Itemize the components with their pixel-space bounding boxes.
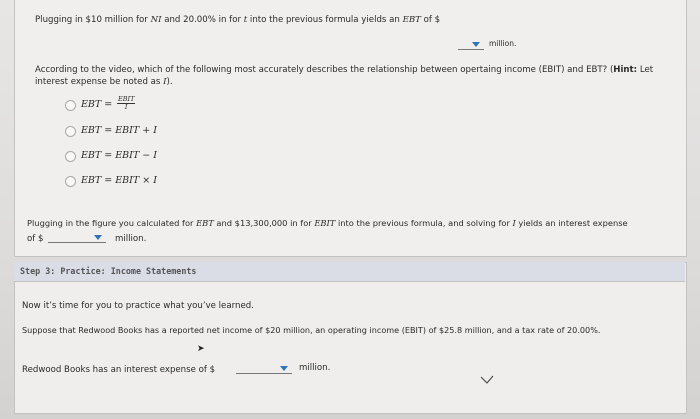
- q1-t: t: [243, 15, 248, 25]
- q2-line-2: [35, 76, 173, 88]
- q3-text-3: into the previous formula, and solving for: [335, 218, 513, 228]
- step3-answer-prefix: Redwood Books has an interest expense of $: [22, 365, 216, 375]
- step3-header: [14, 262, 685, 282]
- caret-down-icon: [280, 366, 288, 371]
- fraction-denominator: I: [124, 103, 128, 111]
- check-mark-icon: [480, 375, 494, 385]
- q3-text-2: and $13,300,000 in for: [213, 218, 315, 228]
- q2-line-1: [35, 64, 653, 76]
- ebt-dropdown[interactable]: [458, 40, 484, 50]
- option-1-label: [81, 99, 112, 110]
- step3-answer-unit: million.: [299, 363, 331, 373]
- step3-intro: Now it’s time for you to practice what you’ve learned.: [22, 301, 254, 311]
- fraction-numerator: EBIT: [118, 95, 135, 103]
- option-4-label: EBT = EBIT × I: [81, 175, 158, 186]
- step3-panel: [14, 262, 687, 414]
- q3-line-2: of $: [27, 234, 44, 244]
- option-1-radio[interactable]: [65, 100, 76, 111]
- q1-ni: NI: [150, 15, 162, 25]
- q1-unit: million.: [489, 39, 517, 48]
- q3-line-1: [27, 217, 628, 229]
- q1-text-4: of $: [420, 15, 441, 25]
- q2-text-3: ).: [166, 77, 173, 87]
- option-1-lhs: EBT =: [81, 99, 113, 110]
- hint-label: Hint:: [613, 65, 638, 75]
- q2-text: According to the video, which of the following most accurately describes the relationship between opertaing income (EBIT) and EBT? (: [35, 65, 614, 75]
- option-2-radio[interactable]: [65, 126, 76, 137]
- q1-sentence: [35, 14, 440, 26]
- option-4-radio[interactable]: [65, 176, 76, 187]
- caret-down-icon: [472, 42, 480, 47]
- q1-text-3: into the previous formula yields an: [247, 15, 403, 25]
- q3-ebt: EBT: [196, 218, 214, 228]
- q2-text-2: interest expense be noted as: [35, 77, 164, 87]
- step3-problem: Suppose that Redwood Books has a reported net income of $20 million, an operating income (EBIT) of $25.8 million, and a tax rate of 20.00%.: [22, 325, 601, 335]
- q2-text-end: Let: [637, 65, 654, 75]
- caret-down-icon: [94, 235, 102, 240]
- q2-i: I: [163, 77, 167, 87]
- q3-i: I: [512, 218, 516, 228]
- option-3-label: EBT = EBIT − I: [81, 150, 158, 161]
- option-1-fraction: [117, 96, 135, 111]
- option-3-radio[interactable]: [65, 151, 76, 162]
- q1-text-2: and 20.00% in for: [161, 15, 244, 25]
- q1-ebt: EBT: [402, 15, 421, 25]
- cursor-icon: ➤: [197, 344, 205, 354]
- q3-unit: million.: [115, 234, 147, 244]
- q1-text-1: Plugging in $10 million for: [35, 15, 151, 25]
- step3-title: Step 3: Practice: Income Statements: [20, 266, 197, 276]
- q3-text-1: Plugging in the figure you calculated for: [27, 218, 197, 228]
- q3-text-4: yields an interest expense: [515, 218, 628, 228]
- redwood-interest-dropdown[interactable]: [236, 364, 292, 374]
- option-2-label: EBT = EBIT + I: [81, 125, 158, 136]
- interest-expense-dropdown[interactable]: [48, 233, 106, 243]
- q3-ebit: EBIT: [314, 218, 336, 228]
